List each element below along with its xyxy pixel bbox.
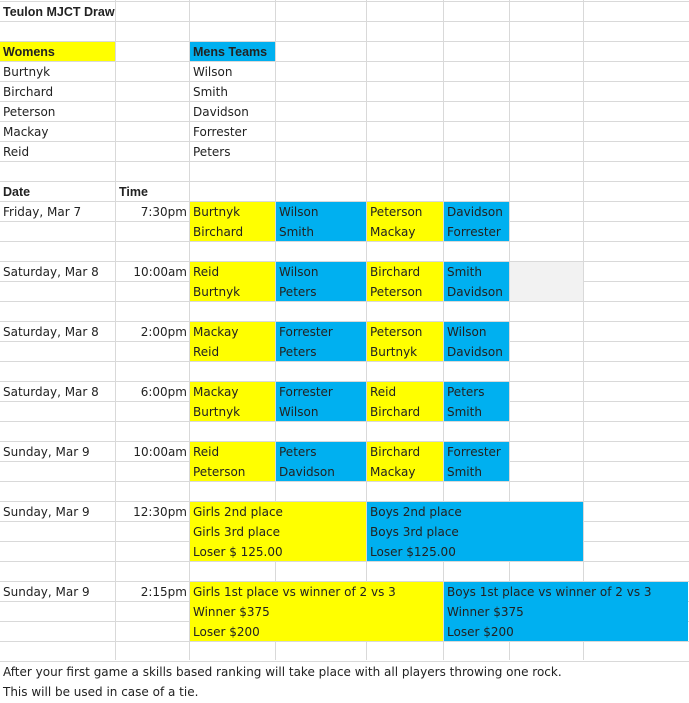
draw-time[interactable]: 6:00pm [140,385,187,399]
row-line [0,101,689,102]
draw-date[interactable]: Friday, Mar 7 [3,205,82,219]
womens-team[interactable]: Reid [3,145,30,159]
team-name[interactable]: Peters [279,285,317,299]
semi-date[interactable]: Sunday, Mar 9 [3,505,90,519]
team-name[interactable]: Forrester [279,325,333,339]
row-line [0,241,689,242]
boys-final-line[interactable]: Loser $200 [447,625,514,639]
row-line [0,481,689,482]
selected-cell-fill [510,262,583,301]
mens-team[interactable]: Smith [193,85,228,99]
draw-date[interactable]: Saturday, Mar 8 [3,325,99,339]
womens-team[interactable]: Burtnyk [3,65,51,79]
draw-date[interactable]: Saturday, Mar 8 [3,265,99,279]
womens-header[interactable]: Womens [3,45,55,59]
team-name[interactable]: Smith [279,225,314,239]
team-name[interactable]: Mackay [193,385,239,399]
team-name[interactable]: Davidson [447,205,503,219]
team-name[interactable]: Peterson [370,205,423,219]
team-name[interactable]: Forrester [279,385,333,399]
draw-time[interactable]: 10:00am [133,445,187,459]
team-name[interactable]: Smith [447,265,482,279]
team-name[interactable]: Wilson [279,265,319,279]
boys-semi-line[interactable]: Boys 3rd place [370,525,459,539]
mens-team[interactable]: Peters [193,145,231,159]
boys-semi-line[interactable]: Loser $125.00 [370,545,456,559]
team-name[interactable]: Mackay [193,325,239,339]
boys-semi-line[interactable]: Boys 2nd place [370,505,462,519]
team-name[interactable]: Wilson [279,405,319,419]
team-name[interactable]: Davidson [447,345,503,359]
sheet-title[interactable]: Teulon MJCT Draw [3,5,115,19]
womens-team[interactable]: Peterson [3,105,56,119]
draw-time[interactable]: 10:00am [133,265,187,279]
mens-header[interactable]: Mens Teams [193,45,268,59]
girls-final-line[interactable]: Winner $375 [193,605,270,619]
team-name[interactable]: Smith [447,405,482,419]
team-name[interactable]: Wilson [279,205,319,219]
team-name[interactable]: Burtnyk [370,345,418,359]
draw-date[interactable]: Sunday, Mar 9 [3,445,90,459]
team-name[interactable]: Burtnyk [193,405,241,419]
team-name[interactable]: Peters [279,445,317,459]
team-name[interactable]: Birchard [193,225,244,239]
draw-time[interactable]: 7:30pm [140,205,187,219]
row-line [0,641,689,642]
draw-time[interactable]: 2:00pm [140,325,187,339]
date-header[interactable]: Date [3,185,31,199]
team-name[interactable]: Burtnyk [193,205,241,219]
team-name[interactable]: Peterson [370,325,423,339]
team-name[interactable]: Wilson [447,325,487,339]
team-name[interactable]: Birchard [370,265,421,279]
girls-final-line[interactable]: Girls 1st place vs winner of 2 vs 3 [193,585,396,599]
team-name[interactable]: Mackay [370,465,416,479]
row-line [0,421,689,422]
team-name[interactable]: Birchard [370,445,421,459]
team-name[interactable]: Burtnyk [193,285,241,299]
semi-time[interactable]: 12:30pm [133,505,187,519]
row-line [0,141,689,142]
row-line [0,161,689,162]
draw-date[interactable]: Saturday, Mar 8 [3,385,99,399]
team-name[interactable]: Forrester [447,445,501,459]
row-line [0,561,689,562]
time-header[interactable]: Time [119,185,148,199]
womens-team[interactable]: Birchard [3,85,54,99]
womens-team[interactable]: Mackay [3,125,49,139]
girls-semi-line[interactable]: Loser $ 125.00 [193,545,283,559]
team-name[interactable]: Reid [193,345,220,359]
team-name[interactable]: Peterson [193,465,246,479]
team-name[interactable]: Reid [193,445,220,459]
team-name[interactable]: Reid [193,265,220,279]
boys-final-line[interactable]: Boys 1st place vs winner of 2 vs 3 [447,585,652,599]
note-line[interactable]: This will be used in case of a tie. [3,685,199,699]
mens-team[interactable]: Forrester [193,125,247,139]
row-line [0,61,689,62]
team-name[interactable]: Smith [447,465,482,479]
mens-team[interactable]: Davidson [193,105,249,119]
team-name[interactable]: Peters [279,345,317,359]
girls-semi-line[interactable]: Girls 3rd place [193,525,281,539]
girls-semi-line[interactable]: Girls 2nd place [193,505,283,519]
boys-final-line[interactable]: Winner $375 [447,605,524,619]
team-name[interactable]: Birchard [370,405,421,419]
row-line [0,361,689,362]
team-name[interactable]: Forrester [447,225,501,239]
row-line [0,121,689,122]
team-name[interactable]: Davidson [279,465,335,479]
girls-final-line[interactable]: Loser $200 [193,625,260,639]
team-name[interactable]: Reid [370,385,397,399]
row-line [0,81,689,82]
note-line[interactable]: After your first game a skills based ranking will take place with all players throwing one rock. [3,665,562,679]
row-line [0,301,689,302]
final-date[interactable]: Sunday, Mar 9 [3,585,90,599]
team-name[interactable]: Peterson [370,285,423,299]
mens-team[interactable]: Wilson [193,65,233,79]
team-name[interactable]: Peters [447,385,485,399]
team-name[interactable]: Mackay [370,225,416,239]
row-line [0,181,689,182]
final-time[interactable]: 2:15pm [140,585,187,599]
team-name[interactable]: Davidson [447,285,503,299]
